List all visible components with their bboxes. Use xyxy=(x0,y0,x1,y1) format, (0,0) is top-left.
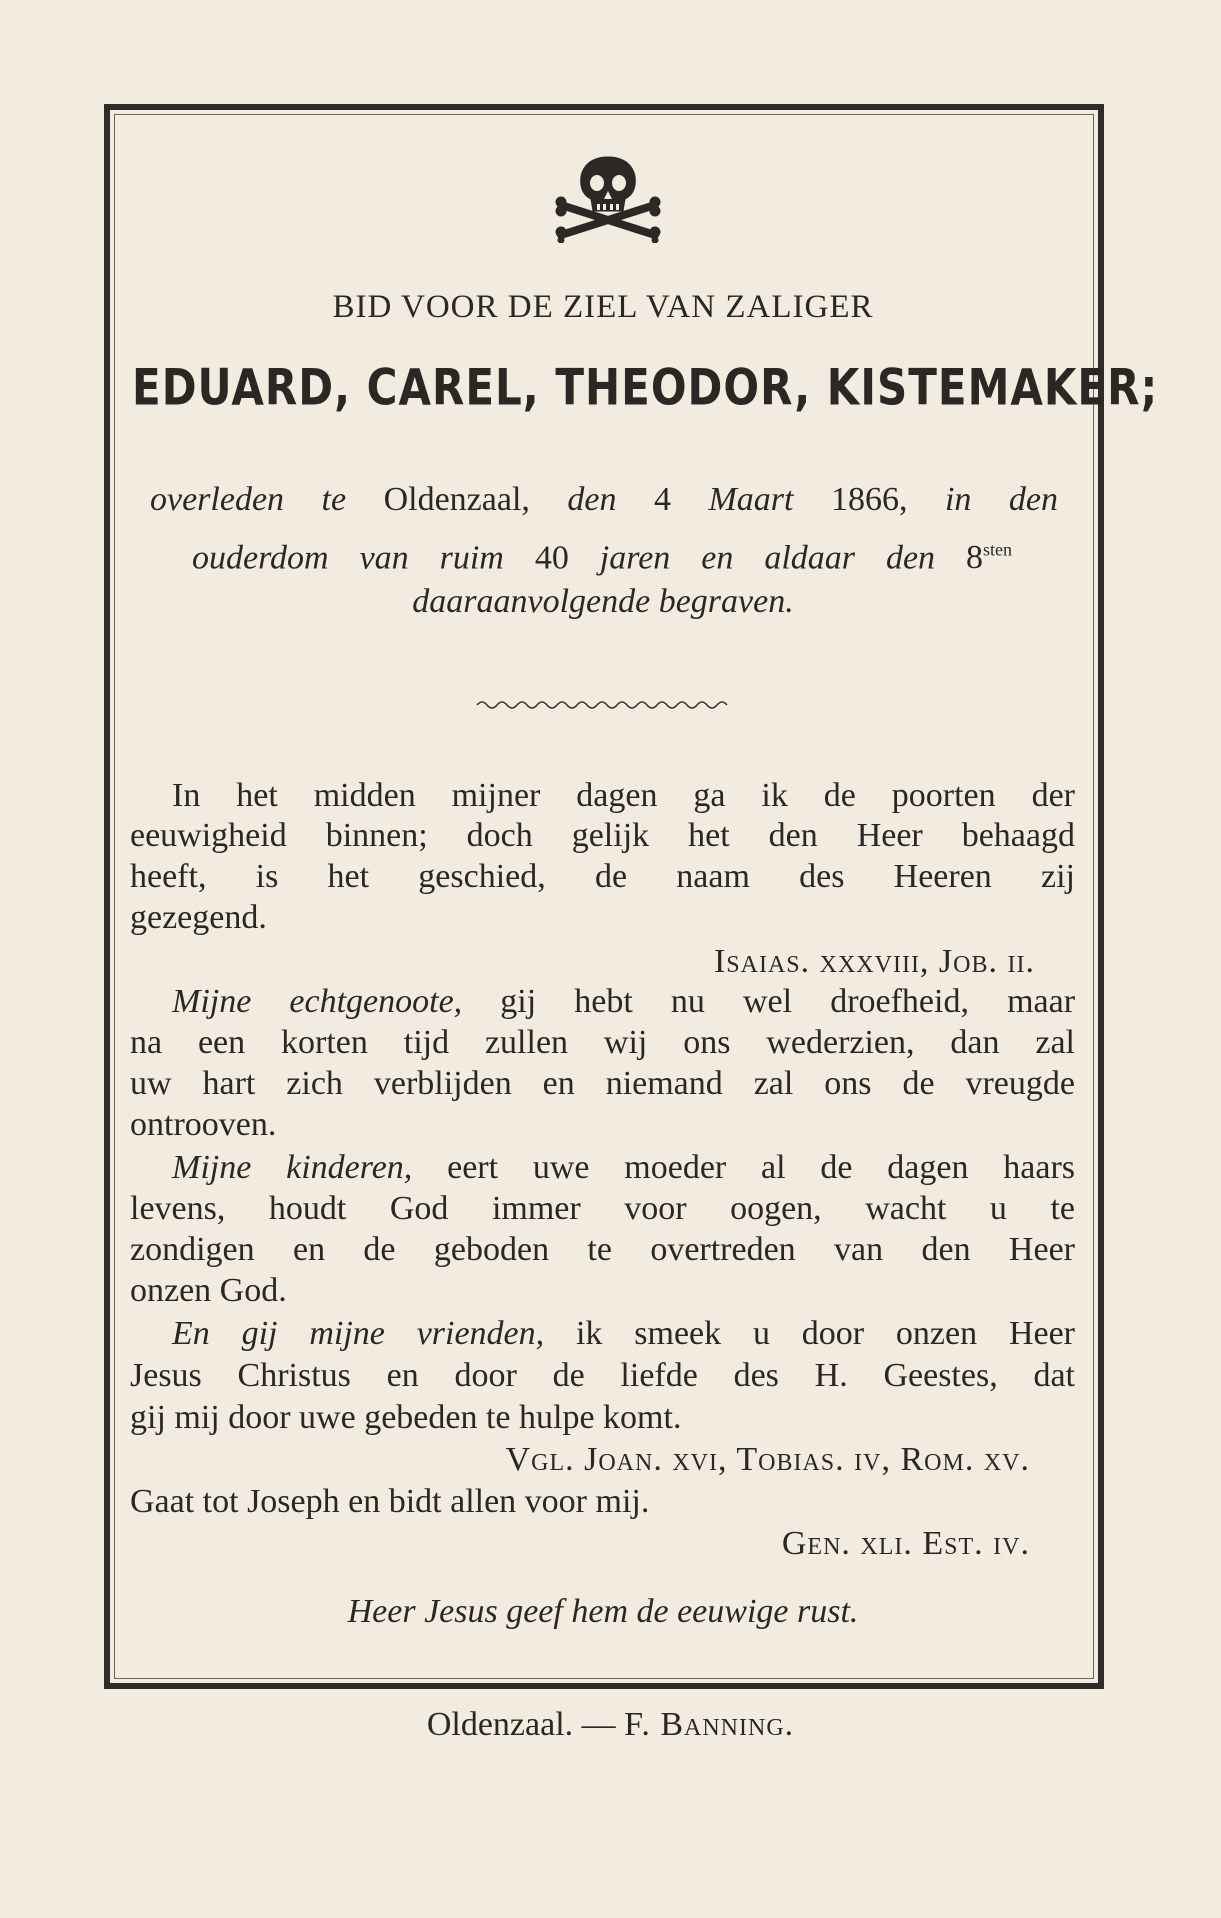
dn-text: ouderdom van ruim xyxy=(192,539,504,577)
imprint-printer: F. Banning. xyxy=(624,1706,795,1743)
verse-line: eeuwigheid binnen; doch gelijk het den Heer behaagd xyxy=(130,817,1075,854)
verse-line: In het midden mijner dagen ga ik de poorten der xyxy=(172,777,1075,814)
verse-line: zondigen en de geboden te overtreden van den Heer xyxy=(130,1231,1075,1268)
dn-text: den xyxy=(567,481,617,518)
verse-line xyxy=(172,982,1075,1022)
scripture-reference: Isaias. xxxviii, Job. ii. xyxy=(713,943,1035,980)
verse-text: eert uwe moeder al de dagen haars xyxy=(447,1149,1076,1186)
dn-burial-number: 8 xyxy=(966,539,984,577)
scripture-reference: Vgl. Joan. xvi, Tobias. iv, Rom. xv. xyxy=(505,1441,1030,1478)
verse-line: uw hart zich verblijden en niemand zal ons de vreugde xyxy=(130,1065,1075,1102)
dn-place: Oldenzaal, xyxy=(383,481,530,518)
printer-imprint xyxy=(0,1706,1221,1744)
scripture-reference: Gen. xli. Est. iv. xyxy=(781,1525,1030,1562)
verse-lead: En gij mijne vrienden, xyxy=(172,1315,545,1352)
dn-text: in den xyxy=(944,481,1059,518)
verse-lead: Mijne echtgenoote, xyxy=(172,983,463,1020)
verse-line: ontrooven. xyxy=(130,1106,277,1143)
dn-burial-day xyxy=(966,539,1012,576)
verse-line xyxy=(172,1148,1075,1188)
verse-line: na een korten tijd zullen wij ons wederzien, dan zal xyxy=(130,1024,1075,1061)
dn-year: 1866, xyxy=(830,481,908,518)
skull-crossbones-icon xyxy=(553,153,663,243)
closing-prayer: Heer Jesus geef hem de eeuwige rust. xyxy=(347,1593,859,1630)
verse-line: Gaat tot Joseph en bidt allen voor mij. xyxy=(130,1483,650,1520)
dn-superscript: sten xyxy=(983,540,1013,560)
verse-line: heeft, is het geschied, de naam des Heeren zij xyxy=(130,858,1075,895)
prayer-heading: BID VOOR DE ZIEL VAN ZALIGER xyxy=(332,289,874,325)
verse-line: levens, houdt God immer voor oogen, wacht u te xyxy=(130,1190,1075,1227)
dn-text: jaren en aldaar den xyxy=(599,539,936,577)
dn-month: Maart xyxy=(708,481,794,518)
dn-text: overleden te xyxy=(150,481,347,518)
verse-line: Jesus Christus en door de liefde des H. Geestes, dat xyxy=(130,1357,1075,1394)
verse-lead: Mijne kinderen, xyxy=(172,1149,413,1186)
death-notice-line-1 xyxy=(150,480,1058,520)
imprint-dash: — xyxy=(581,1706,616,1743)
death-notice-line-2 xyxy=(192,530,1012,578)
verse-line: onzen God. xyxy=(130,1272,287,1309)
imprint-place: Oldenzaal. xyxy=(426,1706,574,1743)
dn-day: 4 xyxy=(653,481,671,518)
deceased-name: EDUARD, CAREL, THEODOR, KISTEMAKER; xyxy=(132,358,1159,417)
wavy-separator xyxy=(475,697,735,711)
verse-line: gij mij door uwe gebeden te hulpe komt. xyxy=(130,1399,682,1436)
verse-text: gij hebt nu wel droefheid, maar xyxy=(500,983,1076,1020)
verse-text: ik smeek u door onzen Heer xyxy=(575,1315,1076,1352)
death-notice-line-3: daaraanvolgende begraven. xyxy=(412,583,794,620)
verse-line: gezegend. xyxy=(130,899,267,936)
verse-line xyxy=(172,1314,1075,1354)
dn-age: 40 xyxy=(534,539,569,577)
